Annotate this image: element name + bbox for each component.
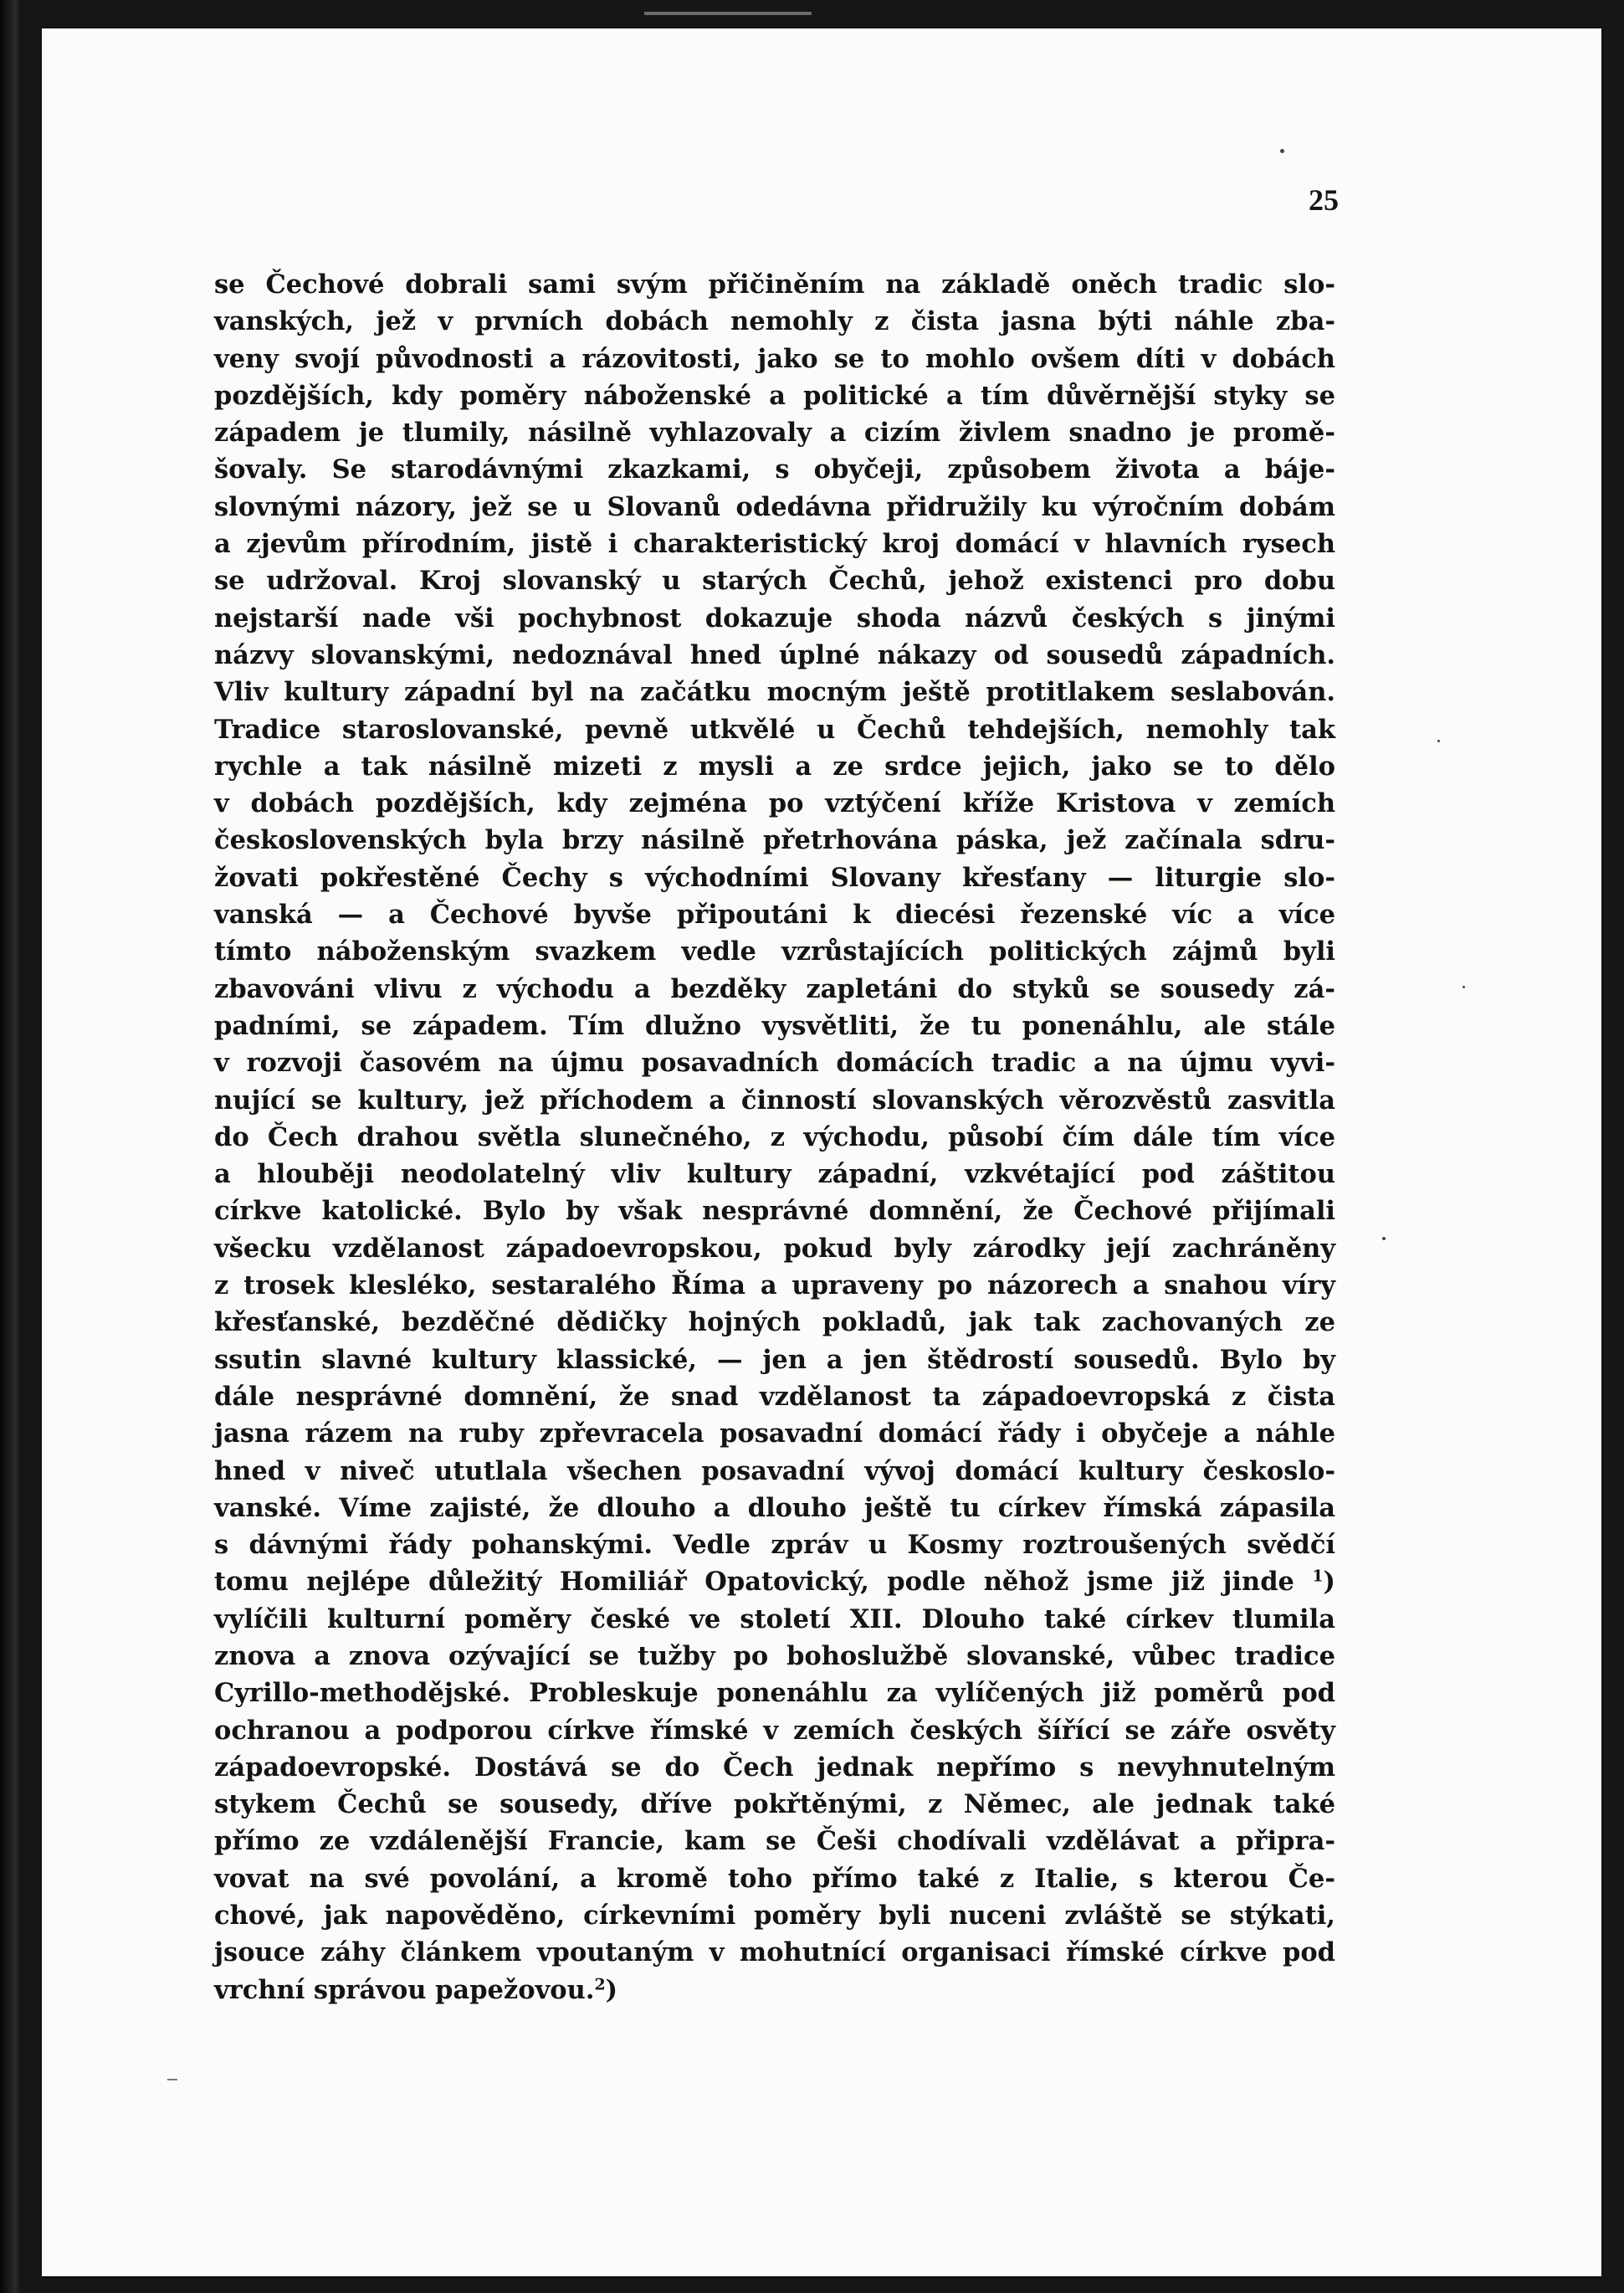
text-line: s dávnými řády pohanskými. Vedle zpráv u Kosmy roztroušených svědčí bbox=[214, 1530, 1335, 1561]
scan-speck bbox=[1382, 1237, 1386, 1240]
text-line: a zjevům přírodním, jistě i charakteristický kroj domácí v hlavních rysech bbox=[214, 529, 1335, 560]
scan-edge-mark bbox=[644, 12, 812, 15]
text-line: československých byla brzy násilně přetrhována páska, jež začínala sdru- bbox=[214, 825, 1335, 856]
text-line: chové, jak napověděno, církevními poměry byli nuceni zvláště se stýkati, bbox=[214, 1901, 1335, 1931]
text-line: církve katolické. Bylo by však nesprávné domnění, že Čechové přijímali bbox=[214, 1196, 1335, 1227]
page-number: 25 bbox=[1309, 183, 1339, 217]
text-line: názvy slovanskými, nedoznával hned úplné nákazy od sousedů západních. bbox=[214, 639, 1335, 670]
text-line: znova a znova ozývající se tužby po bohoslužbě slovanské, vůbec tradice bbox=[214, 1640, 1335, 1671]
text-line: veny svojí původnosti a rázovitosti, jako se to mohlo ovšem díti v dobách bbox=[214, 343, 1335, 374]
text-line: vylíčili kulturní poměry české ve století XII. Dlouho také církev tlumila bbox=[214, 1603, 1335, 1634]
text-line: v rozvoji časovém na újmu posavadních domácích tradic a na újmu vyvi- bbox=[214, 1048, 1335, 1079]
text-line: nující se kultury, jež příchodem a činností slovanských věrozvěstů zasvitla bbox=[214, 1085, 1335, 1116]
text-line: Cyrillo-methodějské. Probleskuje ponenáhlu za vylíčených již poměrů pod bbox=[214, 1678, 1335, 1709]
text-line: hned v niveč ututlala všechen posavadní vývoj domácí kultury českoslo- bbox=[214, 1455, 1335, 1486]
body-text bbox=[214, 266, 1335, 2008]
footnote-ref: 1 bbox=[1312, 1567, 1324, 1586]
text-line: západem je tlumily, násilně vyhlazovaly a cizím živlem snadno je promě- bbox=[214, 418, 1335, 449]
text-line: šovaly. Se starodávnými zkazkami, s obyčeji, způsobem života a báje- bbox=[214, 454, 1335, 485]
text-line: nejstarší nade vši pochybnost dokazuje shoda názvů českých s jinými bbox=[214, 603, 1335, 634]
text-line: vanských, jež v prvních dobách nemohly z čista jasna býti náhle zba- bbox=[214, 306, 1335, 337]
text-line: ssutin slavné kultury klassické, — jen a jen štědrostí sousedů. Bylo by bbox=[214, 1344, 1335, 1375]
text-line: Tradice staroslovanské, pevně utkvělé u Čechů tehdejších, nemohly tak bbox=[214, 714, 1335, 745]
text-line: v dobách pozdějších, kdy zejména po vztýčení kříže Kristova v zemích bbox=[214, 788, 1335, 819]
text-line: pozdějších, kdy poměry náboženské a politické a tím důvěrnější styky se bbox=[214, 380, 1335, 411]
text-line: vanská — a Čechové byvše připoutáni k diecési řezenské víc a více bbox=[214, 900, 1335, 931]
text-line: tímto náboženským svazkem vedle vzrůstajících politických zájmů byli bbox=[214, 936, 1335, 967]
text-line-with-footnote: vrchní správou papežovou.$^2$) bbox=[214, 1974, 618, 2005]
text-line: ochranou a podporou církve římské v zemích českých šířící se záře osvěty bbox=[214, 1715, 1335, 1746]
text-line: zbavováni vlivu z východu a bezděky zapletáni do styků se sousedy zá- bbox=[214, 973, 1335, 1004]
text-line: vanské. Víme zajisté, že dlouho a dlouho ještě tu církev římská zápasila bbox=[214, 1492, 1335, 1523]
scan-speck bbox=[1437, 740, 1440, 742]
footnote-ref: 2 bbox=[594, 1975, 606, 1994]
text-line: přímo ze vzdálenější Francie, kam se Češi chodívali vzdělávat a připra- bbox=[214, 1826, 1335, 1857]
text-line: se udržoval. Kroj slovanský u starých Čechů, jehož existenci pro dobu bbox=[214, 566, 1335, 597]
text-line: vovat na své povolání, a kromě toho přímo také z Italie, s kterou Če- bbox=[214, 1863, 1335, 1894]
text-line: Vliv kultury západní byl na začátku mocným ještě protitlakem seslabován. bbox=[214, 677, 1335, 708]
text-line: jsouce záhy článkem vpoutaným v mohutnící organisaci římské církve pod bbox=[214, 1937, 1335, 1968]
text-line: stykem Čechů se sousedy, dříve pokřtěnými, z Němec, ale jednak také bbox=[214, 1789, 1335, 1820]
binding-shadow bbox=[0, 0, 22, 2293]
text-line: křesťanské, bezděčné dědičky hojných pokladů, jak tak zachovaných ze bbox=[214, 1307, 1335, 1338]
scan-speck bbox=[1463, 986, 1465, 988]
scan-speck bbox=[1280, 149, 1284, 153]
text-line: do Čech drahou světla slunečného, z východu, působí čím dále tím více bbox=[214, 1121, 1335, 1152]
text-line: dále nesprávné domnění, že snad vzdělanost ta západoevropská z čista bbox=[214, 1381, 1335, 1412]
text-line: z trosek klesléko, sestaralého Říma a upraveny po názorech a snahou víry bbox=[214, 1270, 1335, 1301]
text-line: se Čechové dobrali sami svým přičiněním na základě oněch tradic slo- bbox=[214, 269, 1335, 300]
text-fragment: tomu nejlépe důležitý Homiliář Opatovický, podle něhož jsme již jinde bbox=[214, 1567, 1294, 1598]
text-line-with-footnote: tomu nejlépe důležitý Homiliář Opatovický, podle něhož jsme již jinde $^1$) bbox=[214, 1567, 1335, 1598]
text-line: všecku vzdělanost západoevropskou, pokud byly zárodky její zachráněny bbox=[214, 1233, 1335, 1264]
text-line: rychle a tak násilně mizeti z mysli a ze srdce jejich, jako se to dělo bbox=[214, 751, 1335, 782]
scan-mark bbox=[167, 2079, 177, 2080]
text-line: jasna rázem na ruby zpřevracela posavadní domácí řády i obyčeje a náhle bbox=[214, 1418, 1335, 1449]
text-line: západoevropské. Dostává se do Čech jednak nepřímo s nevyhnutelným bbox=[214, 1752, 1335, 1783]
text-line: žovati pokřestěné Čechy s východními Slovany křesťany — liturgie slo- bbox=[214, 862, 1335, 893]
text-fragment: vrchní správou papežovou. bbox=[214, 1974, 595, 2005]
text-line: slovnými názory, jež se u Slovanů odedávna přidružily ku výročním dobám bbox=[214, 491, 1335, 522]
text-line: a hlouběji neodolatelný vliv kultury západní, vzkvétající pod záštitou bbox=[214, 1159, 1335, 1190]
text-line: padními, se západem. Tím dlužno vysvětliti, že tu ponenáhlu, ale stále bbox=[214, 1010, 1335, 1041]
